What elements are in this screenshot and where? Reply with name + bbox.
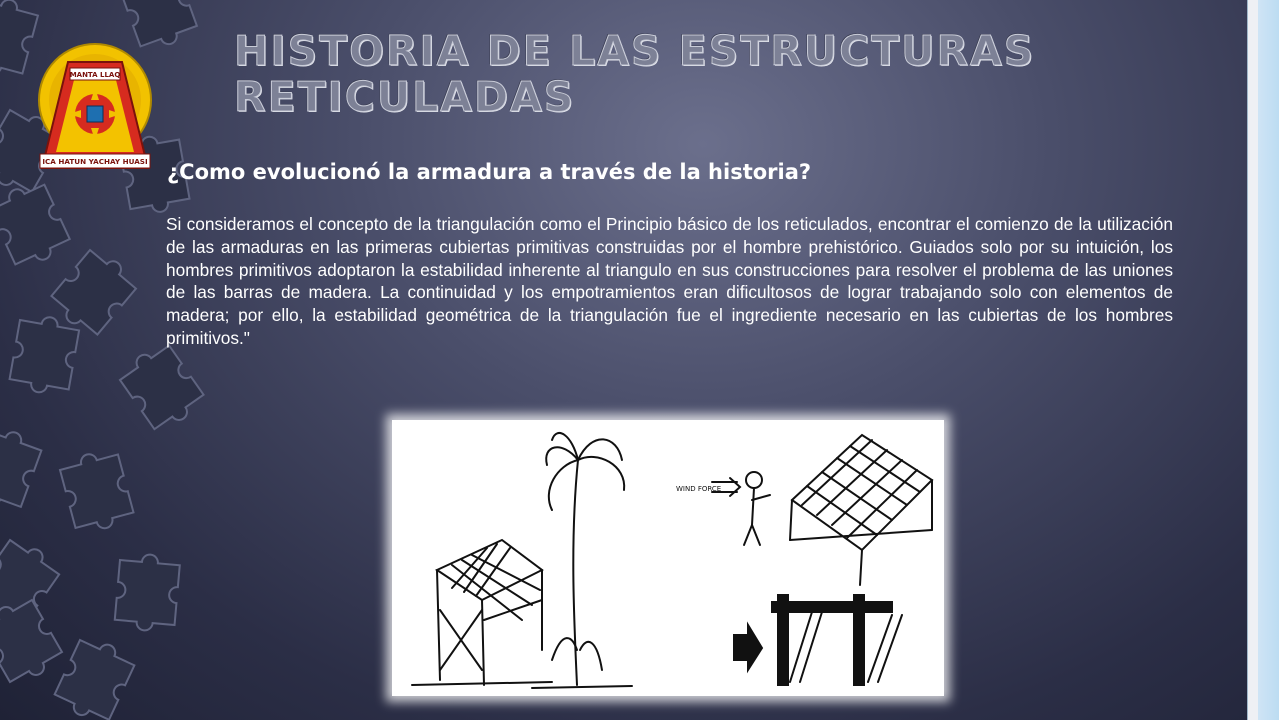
sketch-drawing (392, 420, 944, 696)
logo-bottom-text: ICA HATUN YACHAY HUASI (42, 157, 148, 166)
wind-force-label: WIND FORCE (676, 485, 722, 493)
university-logo (30, 40, 160, 180)
slide-subtitle: ¿Como evolucionó la armadura a través de la historia? (167, 160, 812, 184)
slide-title: HISTORIA DE LAS ESTRUCTURAS RETICULADAS (234, 27, 1036, 121)
joint-detail-sketch (734, 595, 902, 685)
person-sketch (744, 472, 770, 545)
logo-banner-text: MANTA LLAQ (69, 71, 121, 79)
palm-tree-sketch (532, 433, 632, 688)
right-sidebar-strip (1247, 0, 1279, 720)
primitive-structures-illustration (392, 420, 944, 696)
slide-paragraph: Si consideramos el concepto de la triangulación como el Principio básico de los reticulados, encontrar el comienzo de la utilización de las armaduras en las primeras cubiertas primitivas construidas por el hombre prehistórico. Guiados solo por su intuición, los hombres primitivos adoptaron la estabilidad inherente al triangulo en sus construcciones para resolver el problema de las uniones de las barras de madera. La continuidad y los empotramientos eran dificultosos de lograr trabajando solo con elementos de madera; por ello, la estabilidad geométrica de la triangulación fue el ingrediente necesario en las cubiertas de los hombres primitivos." (166, 214, 1173, 348)
roof-grid-sketch (712, 435, 932, 585)
triangulated-hut-sketch (412, 540, 552, 685)
